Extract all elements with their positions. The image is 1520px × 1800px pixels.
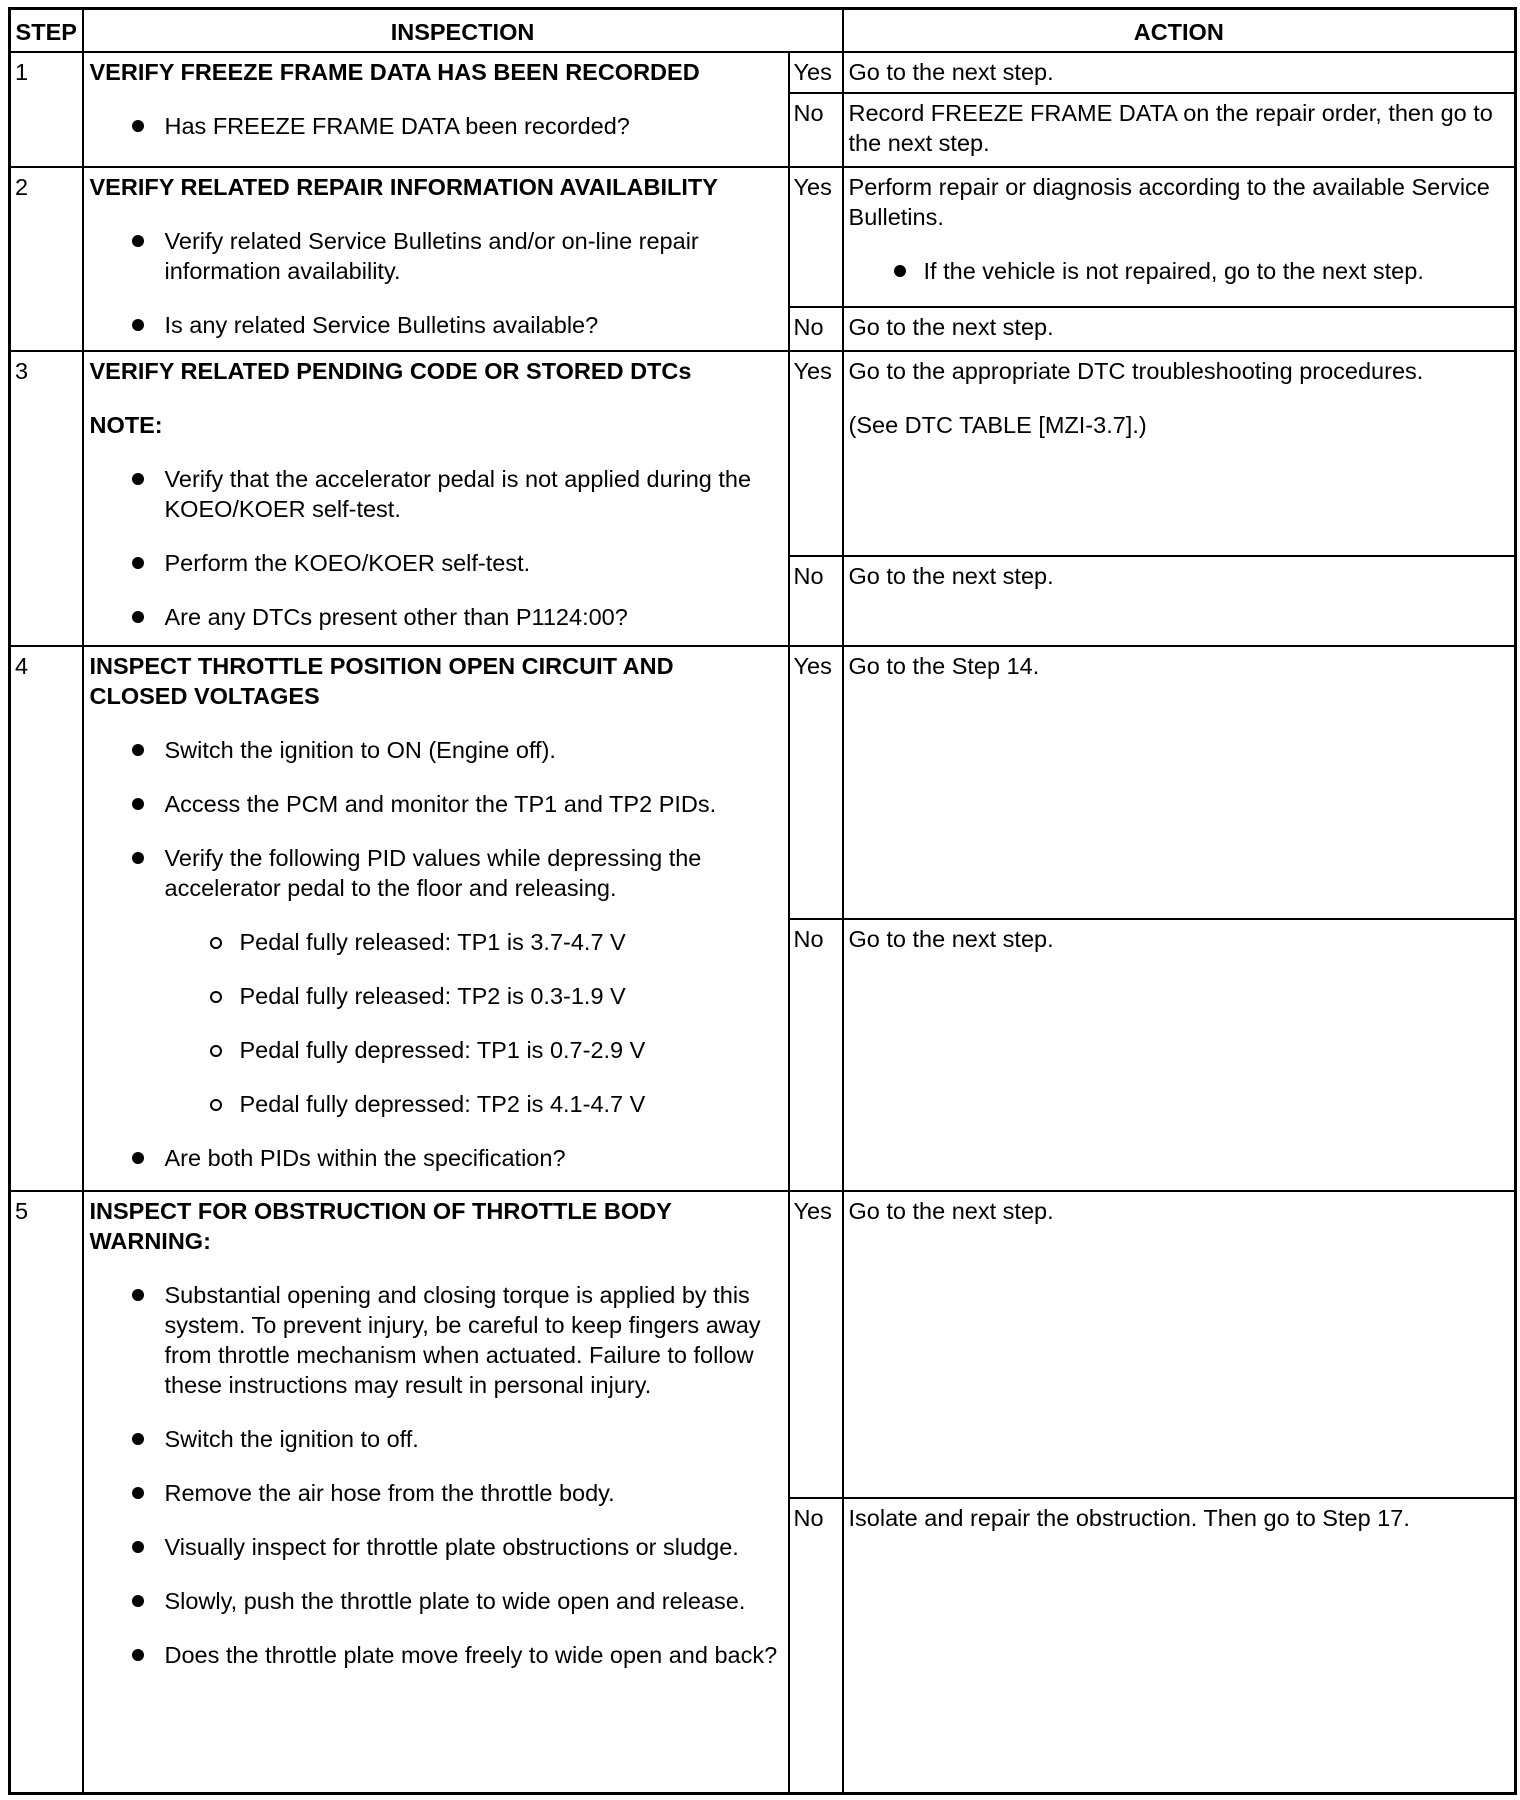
step-5-yes-row xyxy=(10,1191,1516,1498)
step-number: 4 xyxy=(10,646,83,1191)
sub-bullet-item: Pedal fully released: TP1 is 3.7-4.7 V xyxy=(240,927,778,957)
yes-action: Go to the next step. xyxy=(843,1191,1516,1498)
yes-action: Go to the next step. xyxy=(843,52,1516,93)
yes-action: Go to the appropriate DTC troubleshooting procedures. xyxy=(848,358,1424,384)
bullet-list xyxy=(90,111,778,141)
sub-bullet-item: Pedal fully released: TP2 is 0.3-1.9 V xyxy=(240,981,778,1011)
bullet-item xyxy=(165,843,778,1119)
step-heading: INSPECT FOR OBSTRUCTION OF THROTTLE BODY xyxy=(89,1198,672,1224)
note-label: NOTE: xyxy=(89,412,163,438)
step-3-yes-row xyxy=(10,351,1516,556)
step-number: 1 xyxy=(10,52,83,167)
bullet-item: Is any related Service Bulletins available? xyxy=(165,310,778,340)
bullet-text: Verify the following PID values while depressing the accelerator pedal to the floor and releasing. xyxy=(164,845,702,901)
header-step: STEP xyxy=(10,9,83,53)
action-bullet-item: If the vehicle is not repaired, go to the next step. xyxy=(924,256,1507,286)
no-action: Go to the next step. xyxy=(843,556,1516,646)
dtc-table-reference: (See DTC TABLE [MZI-3.7].) xyxy=(848,412,1147,438)
sub-bullet-item: Pedal fully depressed: TP2 is 4.1-4.7 V xyxy=(240,1089,778,1119)
bullet-item: Are any DTCs present other than P1124:00? xyxy=(165,602,778,632)
no-label: No xyxy=(789,556,843,646)
yes-label: Yes xyxy=(789,167,843,307)
no-action: Isolate and repair the obstruction. Then go to Step 17. xyxy=(843,1498,1516,1794)
yes-action: Go to the Step 14. xyxy=(843,646,1516,919)
yes-label: Yes xyxy=(789,351,843,556)
step-1-inspection xyxy=(83,52,789,167)
step-5-inspection xyxy=(83,1191,789,1794)
no-label: No xyxy=(789,307,843,351)
bullet-item: Does the throttle plate move freely to wide open and back? xyxy=(164,1642,778,1668)
header-row xyxy=(10,9,1516,53)
no-label: No xyxy=(789,1498,843,1794)
yes-action-cell xyxy=(843,351,1516,556)
sub-bullet-item: Pedal fully depressed: TP1 is 0.7-2.9 V xyxy=(240,1035,778,1065)
bullet-item: Verify related Service Bulletins and/or on-line repair information availability. xyxy=(165,226,778,286)
step-2-inspection xyxy=(83,167,789,351)
step-heading: VERIFY RELATED PENDING CODE OR STORED DTCs xyxy=(89,358,692,384)
bullet-list xyxy=(90,464,778,632)
bullet-item: Access the PCM and monitor the TP1 and TP2 PIDs. xyxy=(165,789,778,819)
yes-label: Yes xyxy=(789,646,843,919)
no-label: No xyxy=(789,93,843,167)
step-heading: VERIFY RELATED REPAIR INFORMATION AVAILABILITY xyxy=(89,174,718,200)
yes-label: Yes xyxy=(789,1191,843,1498)
step-4-inspection xyxy=(83,646,789,1191)
bullet-item: Remove the air hose from the throttle body. xyxy=(165,1478,778,1508)
header-action: ACTION xyxy=(843,9,1516,53)
bullet-item: Slowly, push the throttle plate to wide open and release. xyxy=(165,1586,778,1616)
step-number: 5 xyxy=(10,1191,83,1794)
no-action: Go to the next step. xyxy=(843,919,1516,1191)
step-number: 3 xyxy=(10,351,83,646)
bullet-item: Switch the ignition to off. xyxy=(165,1424,778,1454)
step-1-yes-row xyxy=(10,52,1516,93)
no-action: Record FREEZE FRAME DATA on the repair order, then go to the next step. xyxy=(843,93,1516,167)
yes-label: Yes xyxy=(789,52,843,93)
diagnostic-procedure-sheet xyxy=(8,7,1514,1795)
bullet-item: Verify that the accelerator pedal is not applied during the KOEO/KOER self-test. xyxy=(165,464,778,524)
step-2-yes-row xyxy=(10,167,1516,307)
bullet-list xyxy=(90,735,778,1173)
yes-action-cell xyxy=(843,167,1516,307)
bullet-item: Has FREEZE FRAME DATA been recorded? xyxy=(165,111,778,141)
no-label: No xyxy=(789,919,843,1191)
bullet-item: Substantial opening and closing torque is applied by this system. To prevent injury, be careful to keep fingers away from throttle mechanism when actuated. Failure to follow these instructions may result in personal injury. xyxy=(165,1280,778,1400)
warning-label: WARNING: xyxy=(89,1228,211,1254)
bullet-item: Visually inspect for throttle plate obstructions or sludge. xyxy=(165,1532,778,1562)
step-3-inspection xyxy=(83,351,789,646)
bullet-item: Are both PIDs within the specification? xyxy=(165,1143,778,1173)
diagnostic-table xyxy=(8,7,1517,1795)
step-4-yes-row xyxy=(10,646,1516,919)
step-number: 2 xyxy=(10,167,83,351)
bullet-list xyxy=(90,226,778,340)
bullet-list xyxy=(90,1280,778,1670)
no-action: Go to the next step. xyxy=(843,307,1516,351)
bullet-item: Switch the ignition to ON (Engine off). xyxy=(165,735,778,765)
header-inspection: INSPECTION xyxy=(83,9,843,53)
step-heading: VERIFY FREEZE FRAME DATA HAS BEEN RECORDED xyxy=(89,59,700,85)
step-heading: INSPECT THROTTLE POSITION OPEN CIRCUIT AND CLOSED VOLTAGES xyxy=(89,653,674,709)
sub-bullet-list xyxy=(165,927,778,1119)
bullet-item: Perform the KOEO/KOER self-test. xyxy=(165,548,778,578)
action-bullet-list xyxy=(849,256,1507,286)
yes-action: Perform repair or diagnosis according to the available Service Bulletins. xyxy=(848,174,1490,230)
